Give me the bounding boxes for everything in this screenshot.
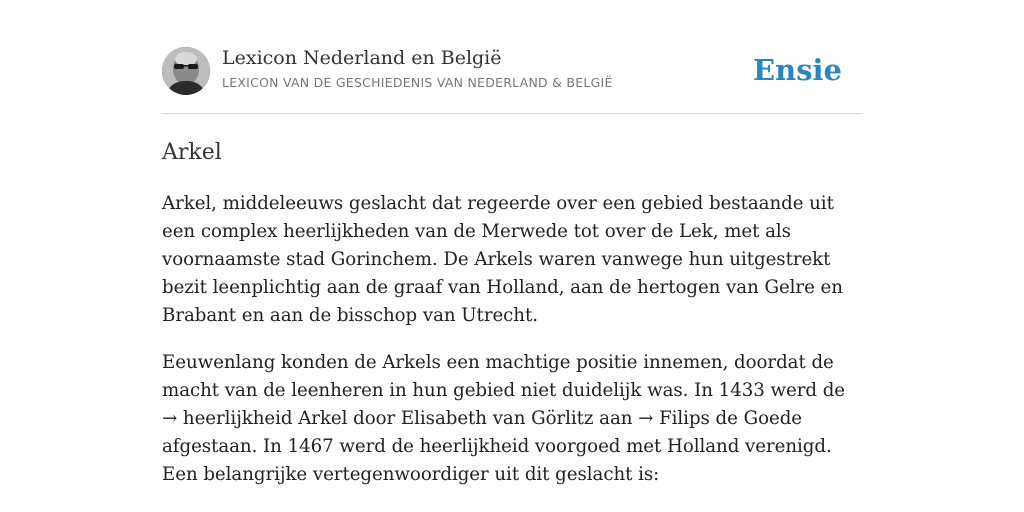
paragraph: Eeuwenlang konden de Arkels een machtige positie innemen, doordat de macht van de leenheren in hun gebied niet duidelijk was. In 1433 werd de → heerlijkheid Arkel door Elisabeth van Görlitz aan → Filips de Goede afgestaan. In 1467 werd de heerlijkheid voorgoed met Holland verenigd. Een belangrijke vertegenwoordiger uit dit geslacht is: (162, 352, 845, 485)
page-title: Arkel (162, 140, 222, 165)
brand-logo[interactable]: Ensie (753, 53, 842, 87)
author-portrait-icon[interactable] (162, 47, 210, 95)
lexicon-title[interactable]: Lexicon Nederland en België (222, 47, 502, 69)
entry-body (162, 190, 862, 508)
lexicon-subtitle[interactable]: LEXICON VAN DE GESCHIEDENIS VAN NEDERLAND & BELGIË (222, 75, 613, 90)
paragraph: Arkel, middeleeuws geslacht dat regeerde over een gebied bestaande uit een complex heerlijkheden van de Merwede tot over de Lek, met als voornaamste stad Gorinchem. De Arkels waren vanwege hun uitgestrekt bezit leenplichtig aan de graaf van Holland, aan de hertogen van Gelre en Brabant en aan de bisschop van Utrecht. (162, 193, 843, 326)
site-header (162, 46, 862, 96)
header-divider (162, 113, 862, 114)
